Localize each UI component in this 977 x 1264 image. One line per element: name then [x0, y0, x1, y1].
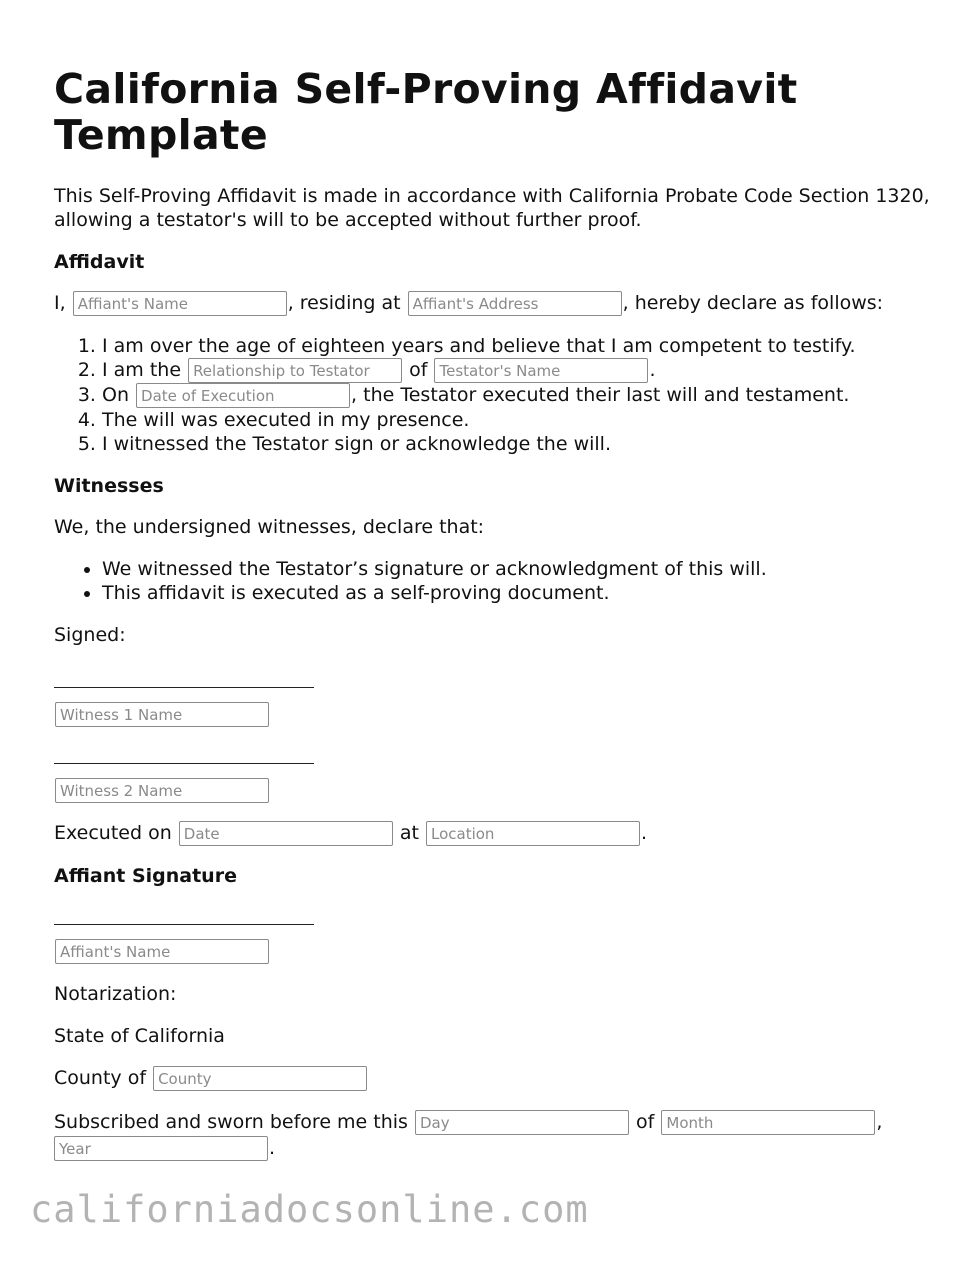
- affiant-signature-heading: Affiant Signature: [54, 865, 237, 887]
- list-item: 4. The will was executed in my presence.: [102, 408, 934, 432]
- month-input[interactable]: [661, 1110, 875, 1135]
- sworn-line: Subscribed and sworn before me this Day of Month , Year.: [54, 1109, 934, 1161]
- watermark: californiadocsonline.com: [30, 1188, 589, 1231]
- affiant-name-input[interactable]: [73, 291, 287, 316]
- witnesses-declare: We, the undersigned witnesses, declare that:: [54, 516, 485, 538]
- affiant-signature-name-input[interactable]: [55, 939, 269, 964]
- signed-label: Signed:: [54, 624, 126, 646]
- witness-2-name-input[interactable]: [55, 778, 269, 803]
- list-item: 3. On Date of Execution , the Testator executed their last will and testament.: [102, 383, 934, 408]
- page-title: California Self-Proving Affidavit Template: [54, 65, 798, 159]
- affiant-address-input[interactable]: [408, 291, 622, 316]
- document-page: [54, 66, 934, 1161]
- witness-1-signature-line: [54, 687, 314, 688]
- witnesses-heading: Witnesses: [54, 475, 164, 497]
- witness-2-signature-line: [54, 763, 314, 764]
- intro-paragraph: This Self-Proving Affidavit is made in accordance with California Probate Code Section 1320, allowing a testator's will to be accepted without further proof.: [54, 185, 930, 231]
- witness-1-name-input[interactable]: [55, 702, 269, 727]
- state-label: State of California: [54, 1025, 225, 1047]
- executed-line: Executed on Date at Location .: [54, 821, 934, 846]
- list-item: 5. I witnessed the Testator sign or acknowledge the will.: [102, 432, 934, 456]
- day-input[interactable]: [415, 1110, 629, 1135]
- witness-bullet-list: [54, 557, 934, 605]
- execution-date-input[interactable]: [136, 383, 350, 408]
- affiant-declaration: I, Affiant's Name , residing at Affiant's Address , hereby declare as follows:: [54, 291, 934, 316]
- notarization-label: Notarization:: [54, 983, 177, 1005]
- list-item: 2. I am the Relationship to Testator of Testator's Name .: [102, 358, 934, 383]
- executed-date-input[interactable]: [179, 821, 393, 846]
- executed-location-input[interactable]: [426, 821, 640, 846]
- relationship-input[interactable]: [188, 358, 402, 383]
- county-input[interactable]: [153, 1066, 367, 1091]
- list-item: • We witnessed the Testator’s signature or acknowledgment of this will.: [102, 557, 934, 581]
- list-item: 1. I am over the age of eighteen years and believe that I am competent to testify.: [102, 334, 934, 358]
- county-line: County of County: [54, 1066, 934, 1091]
- affiant-signature-line: [54, 924, 314, 925]
- affidavit-heading: Affidavit: [54, 251, 145, 273]
- testator-name-input[interactable]: [434, 358, 648, 383]
- year-input[interactable]: [54, 1136, 268, 1161]
- list-item: • This affidavit is executed as a self-proving document.: [102, 581, 934, 605]
- declaration-list: [54, 334, 934, 456]
